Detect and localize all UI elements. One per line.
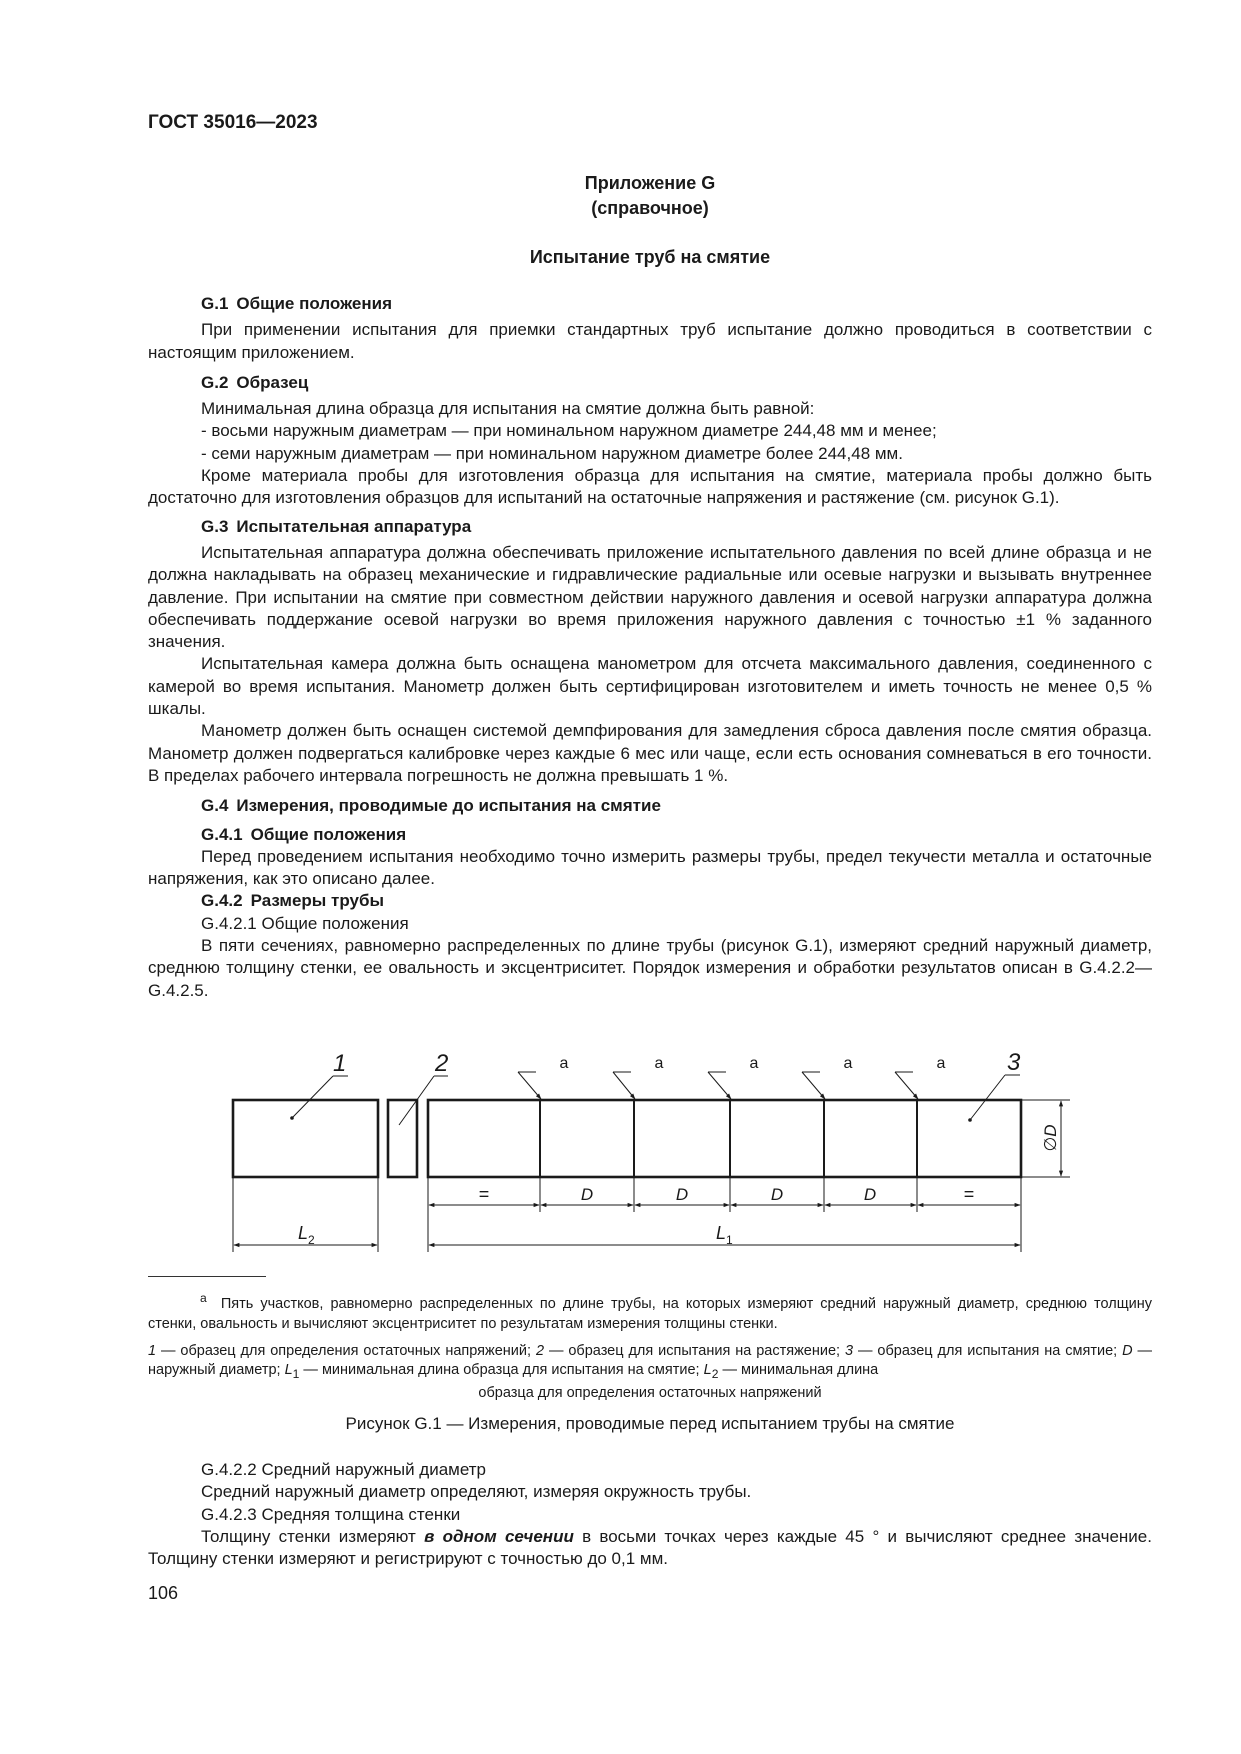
list-item: - восьми наружным диаметрам — при номинальном наружном диаметре 244,48 мм и менее; xyxy=(201,421,937,441)
specimen-tensile xyxy=(388,1100,417,1177)
section-heading-g2: G.2 Образец xyxy=(201,372,309,392)
paragraph: Толщину стенки измеряют в одном сечении в восьми точках через каждые 45 ° и вычисляют среднее значение. Толщину стенки измеряют и регистрируют с точностью до 0,1 мм. xyxy=(148,1526,1152,1569)
subsection-heading-g421: G.4.2.1 Общие положения xyxy=(201,913,409,933)
footnote-rule xyxy=(148,1276,266,1277)
annex-heading: Испытание труб на смятие xyxy=(529,247,771,267)
specimen-collapse xyxy=(428,1100,1021,1177)
specimen-residual-stress xyxy=(233,1100,378,1177)
paragraph: Испытательная аппаратура должна обеспечивать приложение испытательного давления по всей длине образца и не должна накладывать на образец механические и гидравлические радиальные или осевые нагрузки и вызывать внутреннее давление. При испытании на смятие при совместном действии наружного давления и осевой нагрузки аппаратура должна обеспечивать поддержание осевой нагрузки во время приложения наружного давления с точностью ±1 % заданного значения. xyxy=(148,542,1152,652)
section-heading-g4: G.4 Измерения, проводимые до испытания на смятие xyxy=(201,796,661,816)
annex-subtitle: (справочное) xyxy=(591,198,709,218)
paragraph: В пяти сечениях, равномерно распределенных по длине трубы (рисунок G.1), измеряют средний наружный диаметр, среднюю толщину стенки, ее овальность и эксцентриситет. Порядок измерения и обработки результатов описан в G.4.2.2—G.4.2.5. xyxy=(148,936,1152,1000)
figure-caption: Рисунок G.1 — Измерения, проводимые перед испытанием трубы на смятие xyxy=(345,1414,955,1433)
leader-arrow xyxy=(895,1072,918,1099)
paragraph: Испытательная камера должна быть оснащена манометром для отсчета максимального давления, соединенного с камерой во время испытания. Манометр должен быть сертифицирован изготовителем и иметь точность не менее 0,5 % шкалы. xyxy=(148,654,1152,719)
label-2: 2 xyxy=(435,1050,449,1077)
dim-equal: = xyxy=(963,1184,975,1204)
leader-arrow xyxy=(518,1072,541,1099)
dim-d: D xyxy=(770,1185,784,1204)
label-1: 1 xyxy=(333,1050,347,1077)
section-heading-g42: G.4.2 Размеры трубы xyxy=(201,891,385,911)
label-a: a xyxy=(654,1055,664,1072)
continuation-text xyxy=(148,1459,1152,1570)
dim-diameter: ∅D xyxy=(1041,1124,1060,1152)
dim-l1: $L_1$ xyxy=(716,1223,733,1247)
paragraph: Кроме материала пробы для изготовления образца для испытания на смятие, материала пробы должно быть достаточно для изготовления образцов для испытаний на остаточные напряжения и растяжение (см. рисунок G.1). xyxy=(148,466,1152,508)
dim-equal: = xyxy=(478,1184,490,1204)
label-a: a xyxy=(843,1055,853,1072)
section-heading-g1: G.1 Общие положения xyxy=(201,294,392,313)
figure-diagram xyxy=(148,1040,1148,1265)
paragraph: При применении испытания для приемки стандартных труб испытание должно проводиться в соответствии с настоящим приложением. xyxy=(148,320,1152,362)
paragraph: Перед проведением испытания необходимо точно измерить размеры трубы, предел текучести металла и остаточные напряжения, как это описано далее. xyxy=(148,846,1152,889)
label-3: 3 xyxy=(1007,1049,1021,1076)
dim-l2: $L_2$ xyxy=(298,1223,315,1247)
label-a: a xyxy=(749,1055,759,1072)
page-number: 106 xyxy=(148,1583,179,1603)
dim-d: D xyxy=(863,1185,877,1204)
main-text xyxy=(148,293,1152,1002)
annex-title: Приложение G xyxy=(584,173,716,193)
figure-legend: 1 — образец для определения остаточных напряжений; 2 — образец для испытания на растяжение; 3 — образец для испытания на смятие; D — наружный диаметр; $L_1$ — минимальная длина образца для испытания на смятие; $L_2$ — минимальная длина образца для определения остаточных напряжений xyxy=(148,1343,1153,1401)
leader-line xyxy=(292,1076,333,1118)
section-heading-g41: G.4.1 Общие положения xyxy=(201,824,407,844)
label-a: a xyxy=(559,1055,569,1072)
document-code: ГОСТ 35016—2023 xyxy=(148,112,318,133)
leader-arrow xyxy=(708,1072,731,1099)
label-a: a xyxy=(936,1055,946,1072)
leader-arrow xyxy=(613,1072,635,1099)
dim-d: D xyxy=(580,1185,594,1204)
section-heading-g3: G.3 Испытательная аппаратура xyxy=(201,516,472,536)
paragraph: Минимальная длина образца для испытания на смятие должна быть равной: xyxy=(201,399,815,419)
figure-footnote: $^a$ Пять участков, равномерно распределенных по длине трубы, на которых измеряют средний наружный диаметр, среднюю толщину стенки, овальность и вычисляют эксцентриситет по результатам измерения толщины стенки. xyxy=(148,1291,1152,1332)
leader-arrow xyxy=(802,1072,825,1099)
leader-line xyxy=(970,1075,1005,1120)
paragraph: Средний наружный диаметр определяют, измеряя окружность трубы. xyxy=(201,1482,752,1502)
paragraph: Манометр должен быть оснащен системой демпфирования для замедления сброса давления после смятия образца. Манометр должен подвергаться калибровке через каждые 6 мес или чаще, если есть основания сомневаться в его точности. В пределах рабочего интервала погрешность не должна превышать 1 %. xyxy=(148,721,1152,785)
subsection-heading-g423: G.4.2.3 Средняя толщина стенки xyxy=(201,1504,461,1524)
figure-g1 xyxy=(148,1040,1148,1265)
subsection-heading-g422: G.4.2.2 Средний наружный диаметр xyxy=(201,1460,486,1479)
dim-d: D xyxy=(675,1185,689,1204)
list-item: - семи наружным диаметрам — при номинальном наружном диаметре более 244,48 мм. xyxy=(201,443,903,463)
